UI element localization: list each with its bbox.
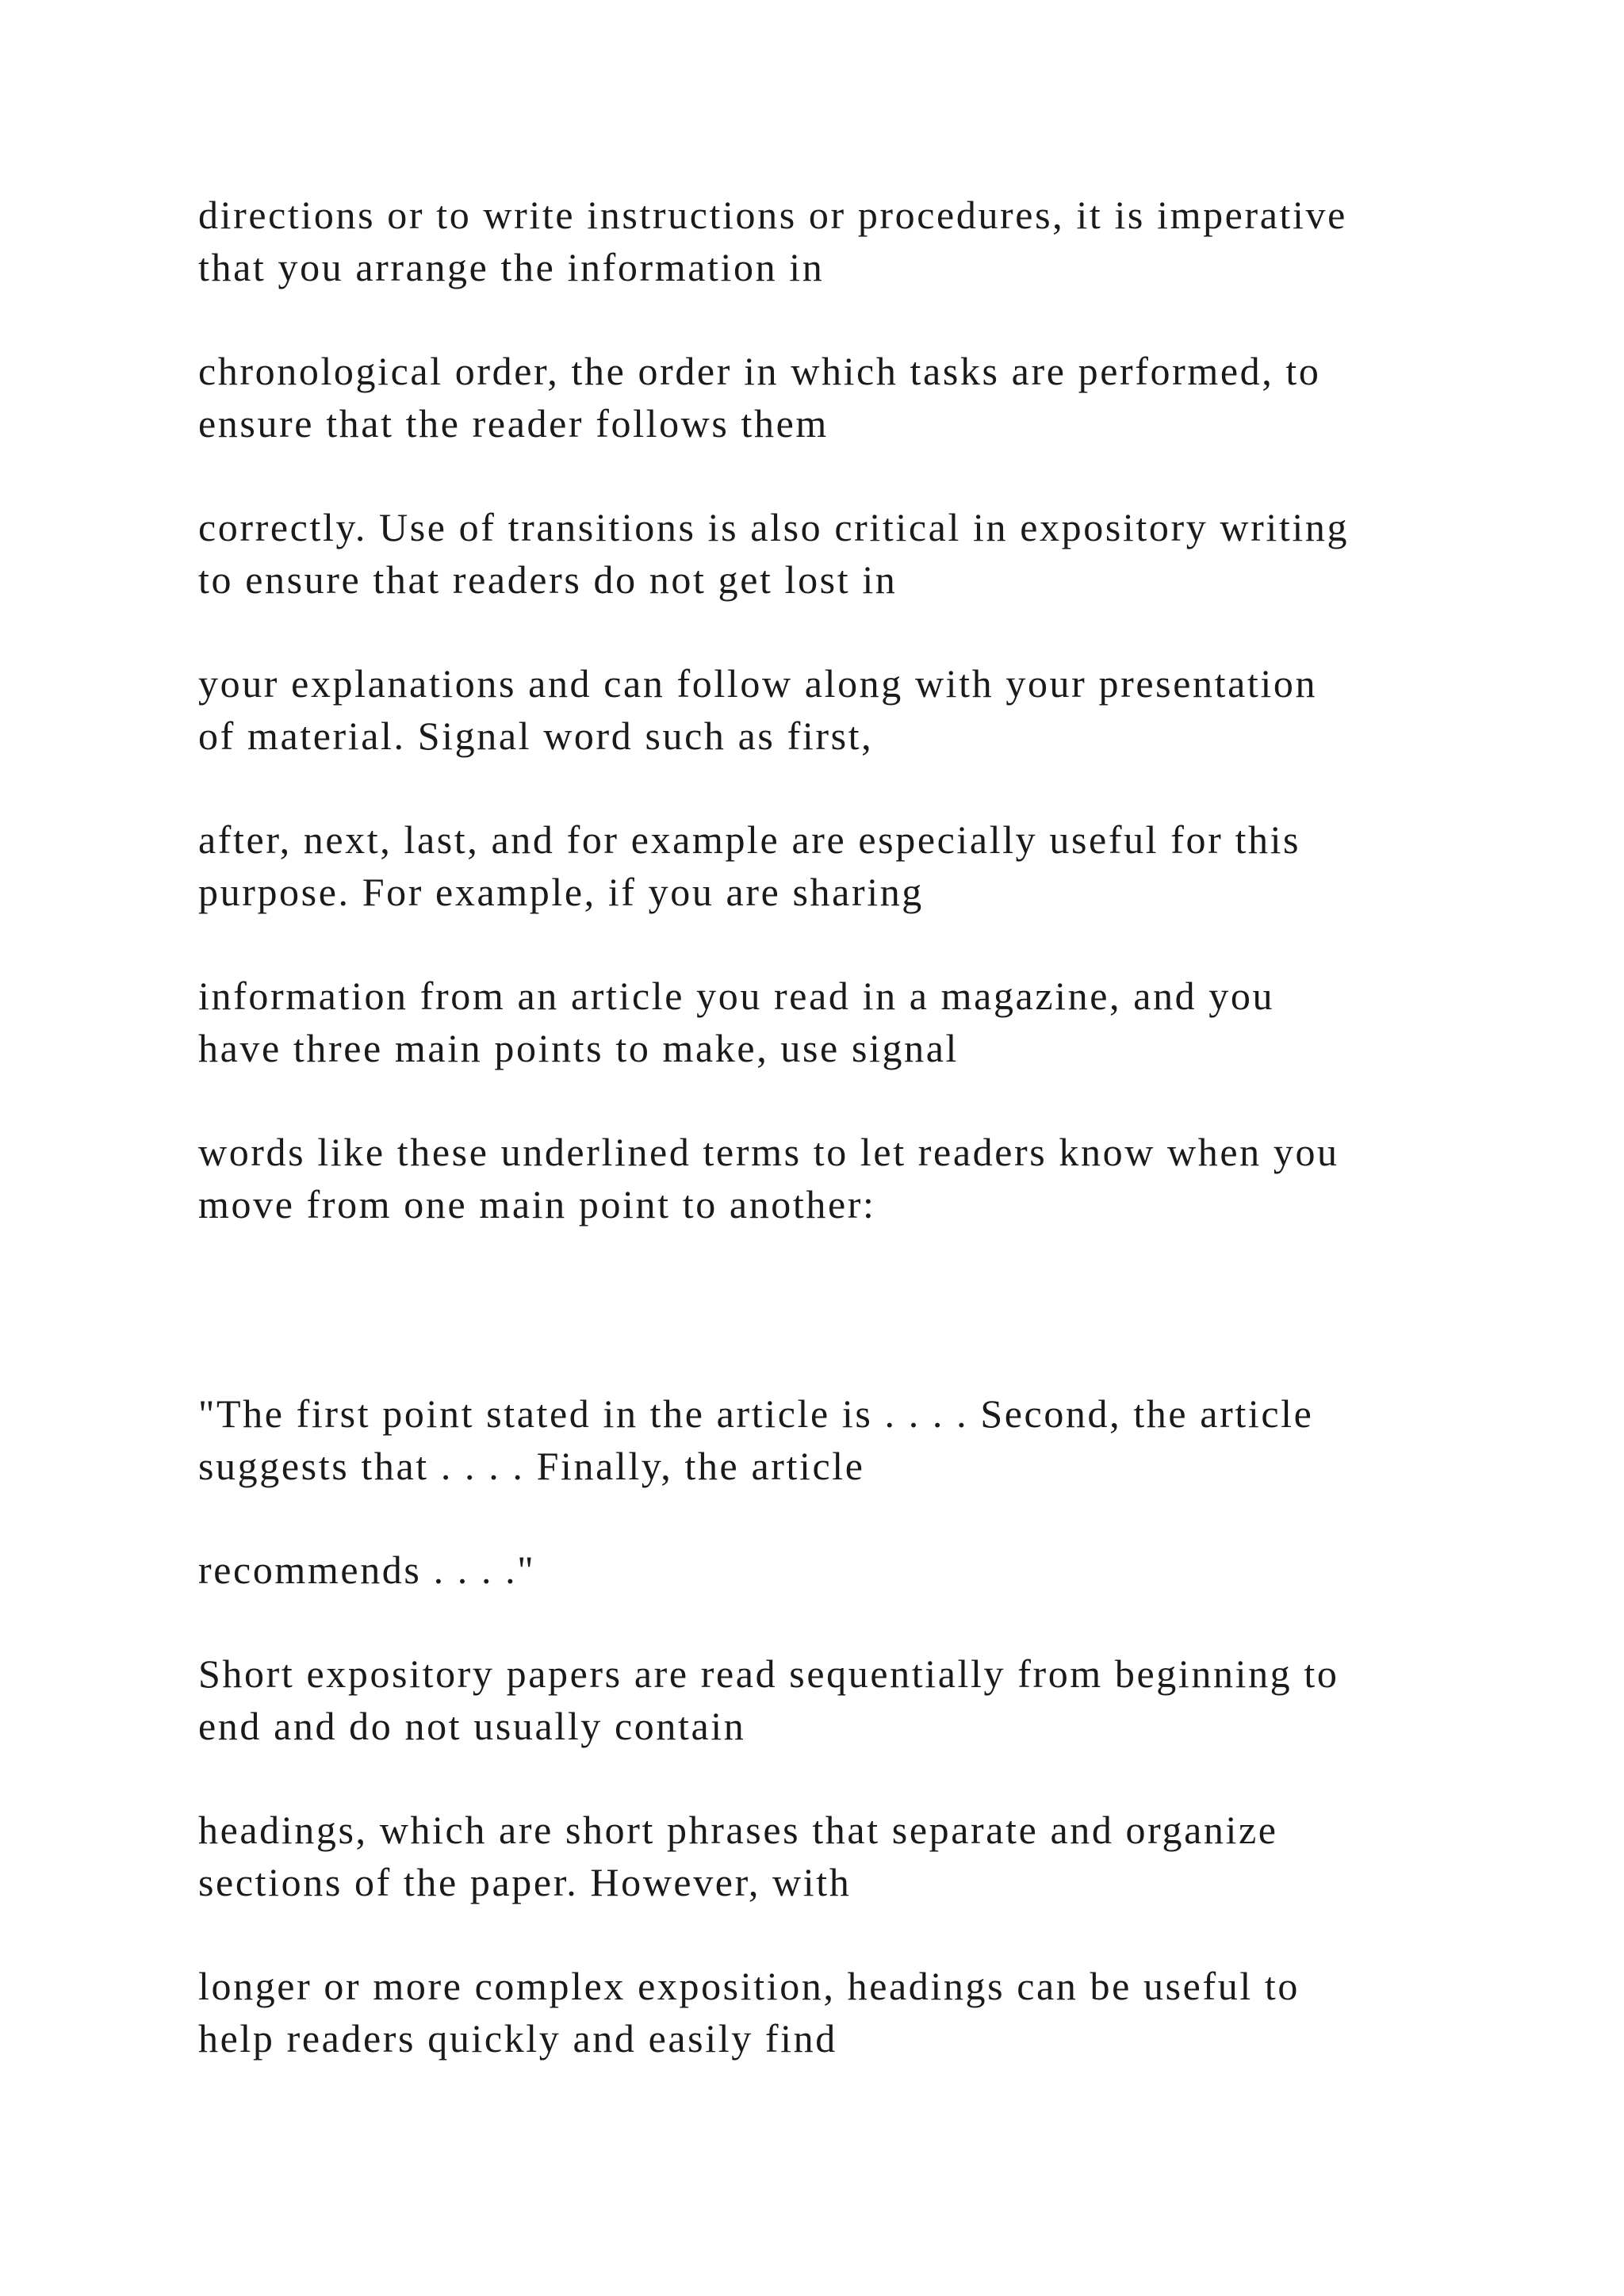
paragraph: your explanations and can follow along with your presentation of material. Signal word such as first, [198,661,1318,758]
paragraph: correctly. Use of transitions is also critical in expository writing to ensure that readers do not get lost in [198,505,1350,602]
paragraph: directions or to write instructions or procedures, it is imperative that you arrange the information in [198,193,1347,289]
paragraph: after, next, last, and for example are especially useful for this purpose. For example, if you are sharing [198,817,1301,914]
document-body [198,189,1507,2116]
paragraph: headings, which are short phrases that separate and organize sections of the paper. However, with [198,1808,1278,1904]
paragraph: Short expository papers are read sequentially from beginning to end and do not usually contain [198,1651,1339,1748]
quoted-example: "The first point stated in the article is . . . . Second, the article suggests that . . . . Finally, the article [198,1391,1314,1488]
paragraph: longer or more complex exposition, headings can be useful to help readers quickly and easily find [198,1964,1300,2061]
paragraph: chronological order, the order in which tasks are performed, to ensure that the reader follows them [198,349,1321,446]
paragraph: information from an article you read in a magazine, and you have three main points to make, use signal [198,974,1275,1070]
paragraph: words like these underlined terms to let readers know when you move from one main point to another: [198,1130,1339,1226]
quoted-example-end: recommends . . . ." [198,1548,536,1592]
